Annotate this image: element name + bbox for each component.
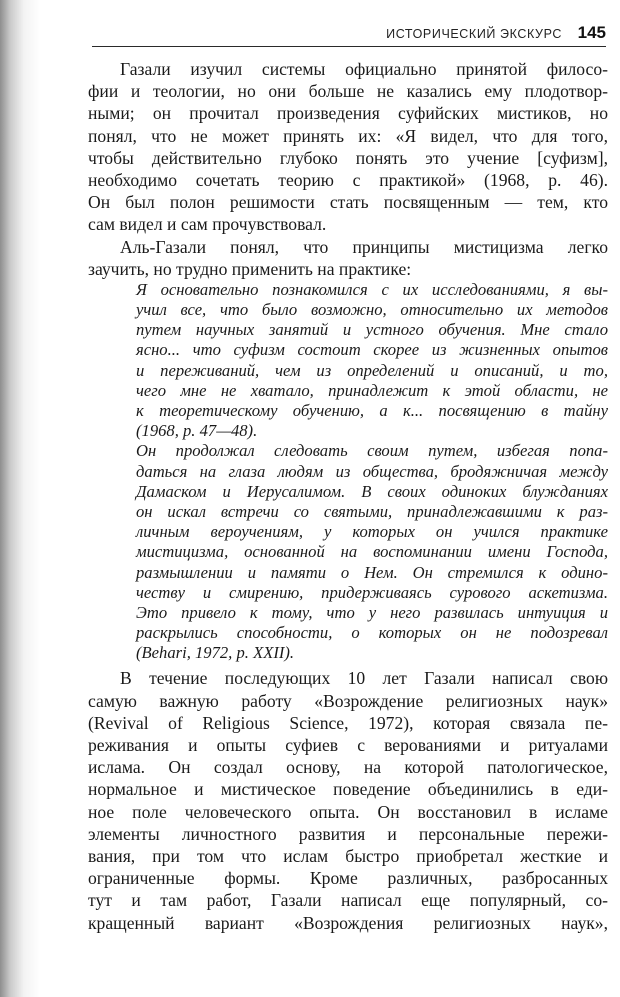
text-line: Газали изучил системы официально принятой филосо- bbox=[120, 59, 608, 79]
quote-line: даться на глаза людям из общества, бродяжничая между bbox=[136, 461, 608, 481]
text-line: Аль-Газали понял, что принципы мистицизма легко bbox=[120, 236, 608, 257]
quote-line: Дамаском и Иерусалимом. В своих одиноких блужданиях bbox=[136, 481, 608, 501]
quote-line: размышлении и памяти о Нем. Он стремился к одино- bbox=[136, 562, 608, 582]
text-line: вания, при том что ислам быстро приобретал жесткие и bbox=[88, 845, 608, 866]
body-text bbox=[88, 58, 608, 934]
text-line: фии и теологии, но они больше не казались ему плодотвор- bbox=[88, 81, 608, 102]
quote-line: чего мне не хватало, принадлежит к этой области, не bbox=[136, 380, 608, 400]
text-line: ограниченные формы. Кроме различных, разбросанных bbox=[88, 868, 608, 889]
text-line: самую важную работу «Возрождение религиозных наук» bbox=[88, 690, 608, 711]
quote-line: он искал встречи со святыми, принадлежавшими к раз- bbox=[136, 501, 608, 521]
text-line: кращенный вариант «Возрождения религиозных наук», bbox=[88, 912, 608, 933]
quote-line: и переживаний, чем из определений и описаний, и то, bbox=[136, 360, 608, 380]
text-line: Он был полон решимости стать посвященным — тем, кто bbox=[88, 192, 608, 213]
quote-line: (1968, p. 47—48). bbox=[136, 421, 258, 441]
paragraph-1 bbox=[88, 58, 608, 236]
quote-line: Я основательно познакомился с их исследованиями, я вы- bbox=[136, 279, 608, 299]
text-line: ислама. Он создал основу, на которой патологическое, bbox=[88, 757, 608, 778]
page-header bbox=[92, 22, 606, 47]
quote-line: Это привело к тому, что у него развилась интуиция и bbox=[136, 602, 608, 622]
text-line: заучить, но трудно применить на практике: bbox=[88, 258, 412, 279]
text-line: сам видел и сам прочувствовал. bbox=[88, 214, 327, 235]
block-quote-2 bbox=[136, 441, 608, 663]
quote-line: личным вероучениям, у которых он учился практике bbox=[136, 522, 608, 542]
paragraph-3 bbox=[88, 667, 608, 933]
quote-line: путем научных занятий и устного обучения. Мне стало bbox=[136, 320, 608, 340]
page-number: 145 bbox=[577, 23, 606, 42]
block-quote-1 bbox=[136, 280, 608, 442]
text-line: В течение последующих 10 лет Газали написал свою bbox=[120, 668, 608, 689]
paragraph-2 bbox=[88, 236, 608, 280]
quote-line: учил все, что было возможно, относительно их методов bbox=[136, 300, 608, 320]
text-line: элементы личностного развития и персональные пережи- bbox=[88, 823, 608, 844]
text-line: тут и там работ, Газали написал еще популярный, со- bbox=[88, 890, 608, 911]
text-line: ными; он прочитал произведения суфийских мистиков, но bbox=[88, 103, 608, 124]
text-line: чтобы действительно глубоко понять это учение [суфизм], bbox=[88, 147, 608, 168]
text-line: ное поле человеческого опыта. Он восстановил в исламе bbox=[88, 801, 608, 822]
text-line: необходимо сочетать теорию с практикой» (1968, p. 46). bbox=[88, 169, 608, 190]
quote-line: раскрылись способности, о которых он не подозревал bbox=[136, 623, 608, 643]
quote-line: (Behari, 1972, p. XXII). bbox=[136, 643, 295, 663]
text-line: нормальное и мистическое поведение объединились в еди- bbox=[88, 779, 608, 800]
quote-line: честву и смирению, придерживаясь сурового аскетизма. bbox=[136, 582, 608, 602]
quote-line: ясно... что суфизм состоит скорее из жизненных опытов bbox=[136, 340, 608, 360]
text-line: (Revival of Religious Science, 1972), которая связала пе- bbox=[88, 712, 608, 733]
quote-line: к теоретическому обучению, а к... посвящению в тайну bbox=[136, 401, 608, 420]
text-line: понял, что не может принять их: «Я видел, что для того, bbox=[88, 125, 608, 146]
quote-line: Он продолжал следовать своим путем, избегая попа- bbox=[136, 441, 608, 461]
running-head: ИСТОРИЧЕСКИЙ ЭКСКУРС bbox=[386, 27, 562, 41]
quote-line: мистицизма, основанной на воспоминании имени Господа, bbox=[136, 542, 608, 562]
text-line: реживания и опыты суфиев с верованиями и ритуалами bbox=[88, 735, 608, 755]
